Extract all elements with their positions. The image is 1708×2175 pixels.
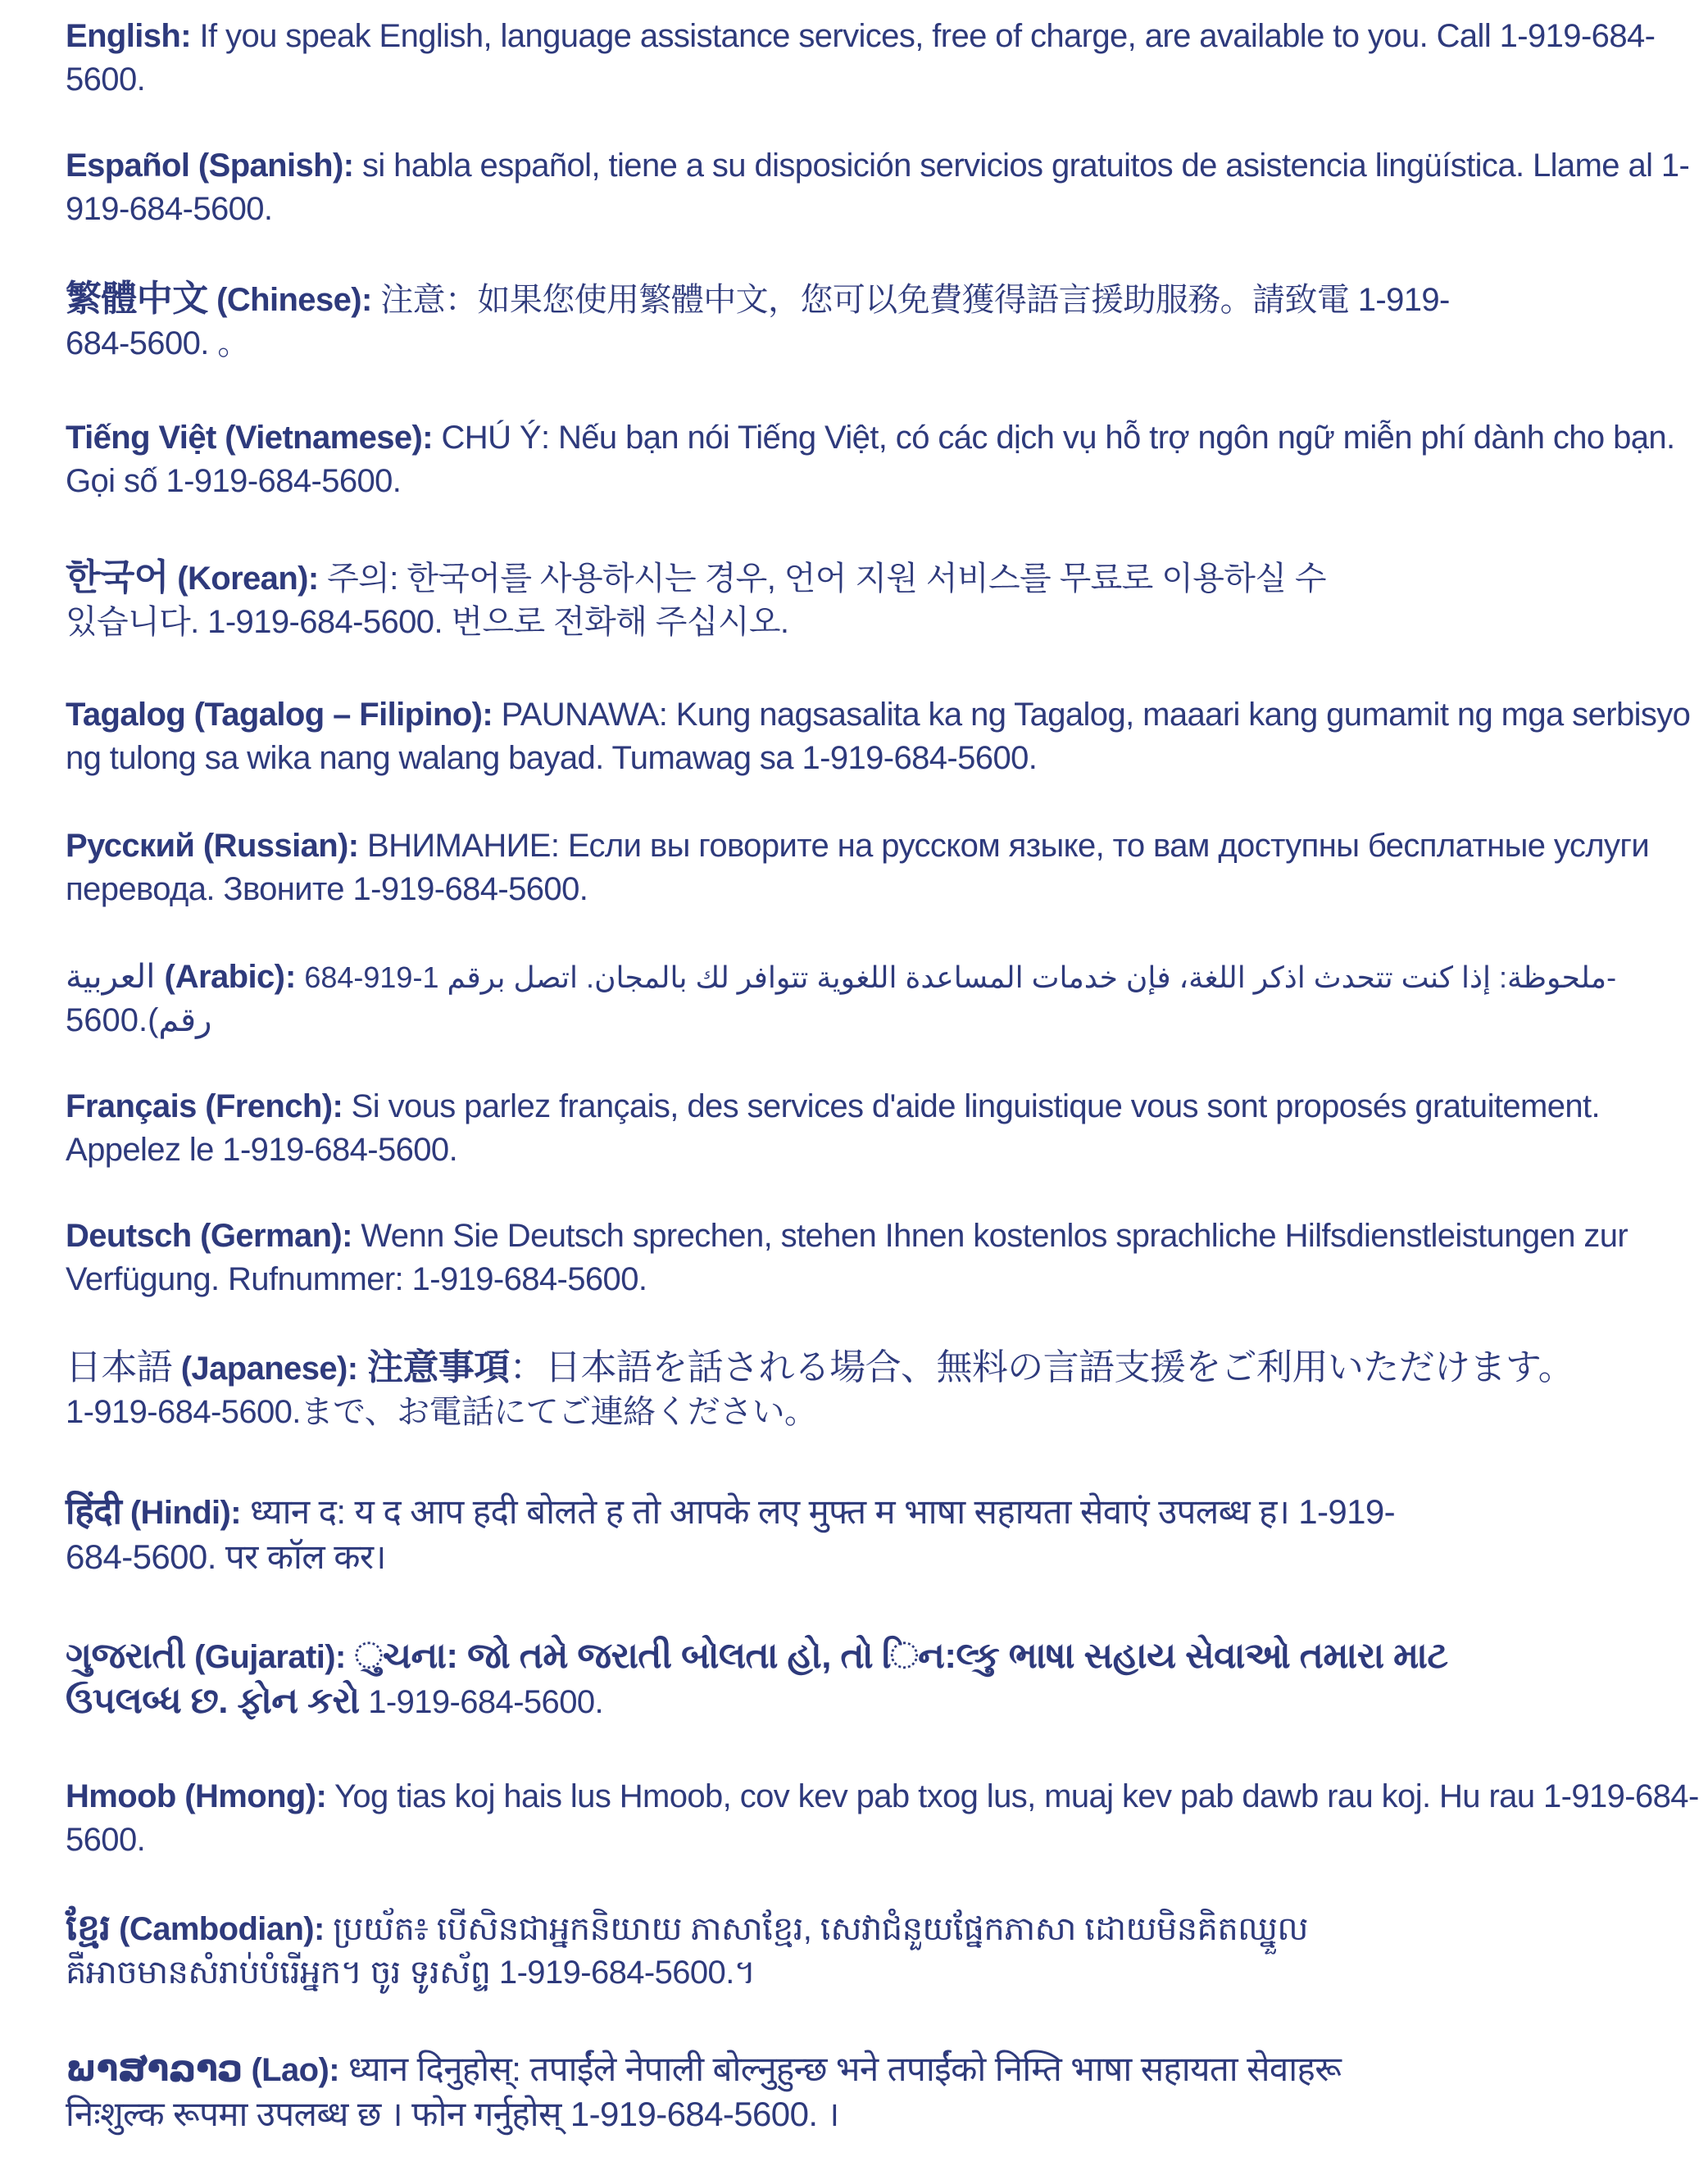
entry-japanese	[66, 1346, 1574, 1434]
entry-vietnamese	[66, 416, 1675, 503]
language-label-chinese-native: 繁體中文	[66, 279, 208, 319]
entry-german-line1	[66, 1215, 1628, 1258]
entry-french	[66, 1085, 1600, 1172]
russian-text-line1: ВНИМАНИЕ: Если вы говорите на русском языке, то вам доступны бесплатные услуги	[358, 828, 1650, 864]
entry-cambodian-line1	[66, 1906, 1308, 1951]
entry-arabic-line1	[66, 956, 1616, 999]
vietnamese-text-line1: CHÚ Ý: Nếu bạn nói Tiếng Việt, có các dịch vụ hỗ trợ ngôn ngữ miễn phí dành cho bạn.	[432, 420, 1675, 456]
entry-french-line1	[66, 1085, 1600, 1128]
japanese-text-line1: ：日本語を話される場合、無料の言語支援をご利用いただけます。	[509, 1347, 1574, 1387]
entry-cambodian	[66, 1906, 1308, 1995]
entry-korean-line1	[66, 556, 1326, 601]
entry-lao-line1	[66, 2047, 1341, 2092]
entry-gujarati-line2	[66, 1679, 1447, 1724]
language-label-tagalog: Tagalog (Tagalog – Filipino):	[66, 697, 493, 733]
chinese-text-line2: 684-5600. 。	[66, 325, 250, 361]
language-label-lao-native: ພາສາລາວ	[66, 2049, 243, 2089]
language-label-english: English:	[66, 18, 191, 54]
entry-gujarati-line1	[66, 1634, 1447, 1679]
lao-text-line2: निःशुल्क रूपमा उपलब्ध छ । फोन गर्नुहोस् 1-919-684-5600. ।	[66, 2095, 839, 2133]
entry-german	[66, 1215, 1628, 1301]
arabic-text-line2: 5600.(رقم	[66, 1002, 212, 1038]
entry-hindi-line1	[66, 1490, 1395, 1535]
language-label-arabic-native: العربية	[66, 959, 156, 995]
entry-tagalog-line1	[66, 693, 1690, 737]
korean-text-line1: 주의: 한국어를 사용하시는 경우, 언어 지원 서비스를 무료로 이용하실 수	[318, 561, 1326, 597]
gujarati-text-line2: 1-919-684-5600.	[359, 1684, 604, 1720]
english-text-line1: If you speak English, language assistance services, free of charge, are available to you. Call 1-919-684-	[190, 18, 1656, 54]
entry-arabic	[66, 956, 1616, 1042]
language-label-hindi-en: (Hindi):	[121, 1495, 241, 1531]
japanese-notice-heading: 注意事項	[357, 1347, 510, 1387]
language-label-arabic-en: (Arabic):	[155, 959, 297, 995]
spanish-text-line1: si habla español, tiene a su disposición servicios gratuitos de asistencia lingüística. Llame al 1-	[353, 148, 1690, 184]
entry-english-line1	[66, 15, 1655, 58]
language-label-lao-en: (Lao):	[242, 2052, 339, 2088]
language-label-cambodian-native: ខ្មែរ	[66, 1908, 111, 1948]
entry-gujarati	[66, 1634, 1447, 1724]
hmong-text-line1: Yog tias koj hais lus Hmoob, cov kev pab txog lus, muaj kev pab dawb rau koj. Hu rau 1-919-684-	[326, 1778, 1699, 1814]
language-label-gujarati-en: (Gujarati):	[185, 1639, 346, 1675]
language-label-japanese-en: (Japanese):	[172, 1351, 358, 1387]
tagalog-text-line2: ng tulong sa wika nang walang bayad. Tumawag sa 1-919-684-5600.	[66, 740, 1038, 776]
cambodian-text-line2: គឺអាចមានសំរាប់បំរើអ្នក។ ចូរ ទូរស័ព្ទ 1-919-684-5600.។	[66, 1955, 756, 1991]
gujarati-text-line1: ુચના: જો તમે જરાતી બોલતા હો, તો િન:લ્કુ ભાષા સહાય સેવાઓ તમારા માટ	[345, 1636, 1448, 1676]
entry-hmong-line1	[66, 1775, 1699, 1819]
language-label-spanish: Español (Spanish):	[66, 148, 354, 184]
entry-japanese-line1	[66, 1346, 1574, 1391]
hindi-text-line1: ध्यान द: य द आप हदी बोलते ह तो आपके लए मुफ्त म भाषा सहायता सेवाएं उपलब्ध ह। 1-919-	[240, 1492, 1396, 1531]
english-text-line2: 5600.	[66, 61, 146, 98]
spanish-text-line2: 919-684-5600.	[66, 191, 273, 227]
french-text-line2: Appelez le 1-919-684-5600.	[66, 1132, 458, 1168]
language-label-korean-native: 한국어	[66, 557, 169, 597]
entry-korean	[66, 556, 1326, 644]
entry-spanish	[66, 144, 1689, 231]
language-label-cambodian-en: (Cambodian):	[110, 1911, 325, 1947]
german-text-line1: Wenn Sie Deutsch sprechen, stehen Ihnen kostenlos sprachliche Hilfsdienstleistungen zur	[352, 1218, 1629, 1254]
hmong-text-line2: 5600.	[66, 1822, 146, 1858]
chinese-text-line1: 注意：如果您使用繁體中文，您可以免費獲得語言援助服務。請致電 1-919-	[371, 282, 1450, 318]
entry-chinese-line1	[66, 277, 1450, 322]
japanese-text-line2: 1-919-684-5600.まで、お電話にてご連絡ください。	[66, 1394, 817, 1430]
german-text-line2: Verfügung. Rufnummer: 1-919-684-5600.	[66, 1261, 647, 1297]
language-label-hmong: Hmoob (Hmong):	[66, 1778, 327, 1814]
russian-text-line2: перевода. Звоните 1-919-684-5600.	[66, 871, 588, 907]
entry-russian	[66, 824, 1649, 911]
entry-hindi	[66, 1490, 1395, 1578]
language-label-hindi-native: हिंदी	[66, 1492, 122, 1532]
tagalog-text-line1: PAUNAWA: Kung nagsasalita ka ng Tagalog, maaari kang gumamit ng mga serbisyo	[493, 697, 1691, 733]
gujarati-text-line2-bold: ઉપલબ્ધ છ. ફોન કરો	[66, 1681, 360, 1721]
entry-russian-line1	[66, 824, 1649, 868]
language-label-french: Français (French):	[66, 1088, 343, 1124]
language-label-russian: Русский (Russian):	[66, 828, 359, 864]
hindi-text-line2: 684-5600. पर कॉल कर।	[66, 1537, 386, 1576]
language-label-gujarati-native: ગુજરાતી	[66, 1636, 186, 1676]
entry-english	[66, 15, 1655, 102]
entry-hmong	[66, 1775, 1699, 1862]
vietnamese-text-line2: Gọi số 1-919-684-5600.	[66, 463, 402, 499]
korean-text-line2: 있습니다. 1-919-684-5600. 번으로 전화해 주십시오.	[66, 604, 789, 640]
cambodian-text-line1: ប្រយ័ត៖ បើសិនជាអ្នកនិយាយ ភាសាខ្មែរ, សេវាជំនួយផ្នែកភាសា ដោយមិនគិតឈ្នួល	[324, 1911, 1308, 1947]
entry-spanish-line1	[66, 144, 1689, 188]
arabic-text-line1: ملحوظة: إذا كنت تتحدث اذكر اللغة، فإن خدمات المساعدة اللغوية تتوافر لك بالمجان. اتصل برقم 1-919-684-	[296, 960, 1617, 994]
language-label-chinese-en: (Chinese):	[207, 282, 372, 318]
language-label-vietnamese: Tiếng Việt (Vietnamese):	[66, 420, 433, 456]
entry-chinese	[66, 277, 1450, 366]
language-label-korean-en: (Korean):	[168, 561, 319, 597]
lao-text-line1: ध्यान दिनुहोस्: तपाईंले नेपाली बोल्नुहुन्छ भने तपाईंको निम्ति भाषा सहायता सेवाहरू	[338, 2050, 1342, 2088]
language-label-german: Deutsch (German):	[66, 1218, 352, 1254]
language-label-japanese-native: 日本語	[66, 1347, 173, 1387]
entry-vietnamese-line1	[66, 416, 1675, 460]
entry-tagalog	[66, 693, 1690, 780]
entry-lao	[66, 2047, 1341, 2136]
french-text-line1: Si vous parlez français, des services d'aide linguistique vous sont proposés gratuitement.	[343, 1088, 1601, 1124]
